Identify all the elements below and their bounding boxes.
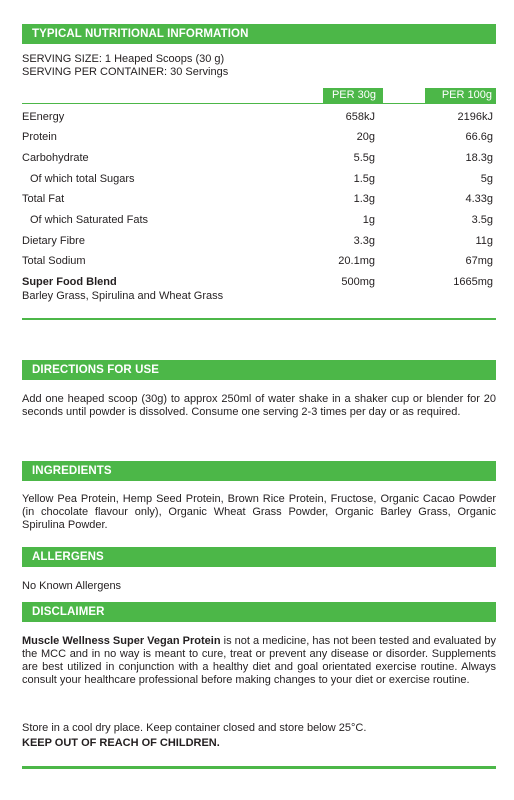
col-per30-header: PER 30g bbox=[323, 88, 383, 103]
allergens-header: ALLERGENS bbox=[22, 547, 496, 567]
row-per30: 20.1mg bbox=[338, 255, 375, 267]
superfood-per100: 1665mg bbox=[453, 276, 493, 288]
row-per100: 3.5g bbox=[471, 214, 493, 226]
table-row bbox=[22, 108, 496, 126]
superfood-title: Super Food Blend bbox=[22, 276, 117, 288]
col-per100-header: PER 100g bbox=[425, 88, 496, 103]
row-label: Carbohydrate bbox=[22, 152, 89, 164]
row-per100: 67mg bbox=[465, 255, 493, 267]
row-label: EEnergy bbox=[22, 111, 65, 123]
row-label: Dietary Fibre bbox=[22, 235, 85, 247]
product-name: Muscle Wellness Super Vegan Protein bbox=[22, 635, 221, 647]
table-row bbox=[22, 211, 496, 229]
row-per100: 11g bbox=[475, 235, 493, 247]
child-warning: KEEP OUT OF REACH OF CHILDREN. bbox=[22, 737, 220, 749]
row-per30: 1.3g bbox=[353, 193, 375, 205]
superfood-per30: 500mg bbox=[341, 276, 375, 288]
row-per30: 20g bbox=[356, 131, 375, 143]
table-row bbox=[22, 170, 496, 188]
row-label: Protein bbox=[22, 131, 57, 143]
superfood-description: Barley Grass, Spirulina and Wheat Grass bbox=[22, 290, 224, 302]
row-per30: 3.3g bbox=[353, 235, 375, 247]
directions-header: DIRECTIONS FOR USE bbox=[22, 360, 496, 380]
row-per30: 658kJ bbox=[345, 111, 375, 123]
table-row bbox=[22, 232, 496, 250]
table-row-superfood bbox=[22, 273, 496, 291]
nutrition-bottom-rule bbox=[22, 318, 496, 320]
disclaimer-text bbox=[22, 635, 496, 687]
nutrition-header: TYPICAL NUTRITIONAL INFORMATION bbox=[22, 24, 496, 44]
directions-text: Add one heaped scoop (30g) to approx 250ml of water shake in a shaker cup or blender for 20 seconds until powder is dissolved. Consume one serving 2-3 times per day or as required. bbox=[22, 393, 496, 418]
row-per100: 2196kJ bbox=[457, 111, 493, 123]
row-per100: 18.3g bbox=[465, 152, 493, 164]
ingredients-text: Yellow Pea Protein, Hemp Seed Protein, Brown Rice Protein, Fructose, Organic Cacao Powder (in chocolate flavour only), Organic Wheat Grass Powder, Organic Barley Grass, Organic Spirulina Powder. bbox=[22, 493, 496, 531]
row-label: Total Sodium bbox=[22, 255, 86, 267]
row-label: Of which Saturated Fats bbox=[30, 214, 148, 226]
table-row bbox=[22, 190, 496, 208]
allergens-text: No Known Allergens bbox=[22, 580, 122, 592]
row-per100: 5g bbox=[480, 173, 493, 185]
table-row bbox=[22, 252, 496, 270]
row-per100: 66.6g bbox=[465, 131, 493, 143]
row-per100: 4.33g bbox=[465, 193, 493, 205]
storage-instructions: Store in a cool dry place. Keep container closed and store below 25°C. bbox=[22, 722, 367, 734]
disclaimer-body: is not a medicine, has not been tested and evaluated by the MCC and in no way is meant to cure, treat or prevent any disease or disorder. Supplements are best utilized in conjunction with a healthy diet and goal orientated exercise routine. Always consult your healthcare professional before making changes to your diet or exercise routine. bbox=[22, 635, 496, 686]
table-row bbox=[22, 128, 496, 146]
row-per30: 1.5g bbox=[353, 173, 375, 185]
row-label: Total Fat bbox=[22, 193, 65, 205]
table-row bbox=[22, 149, 496, 167]
row-label: Of which total Sugars bbox=[30, 173, 135, 185]
serving-size: SERVING SIZE: 1 Heaped Scoops (30 g) bbox=[22, 53, 225, 65]
table-header-rule bbox=[22, 103, 496, 104]
row-per30: 1g bbox=[362, 214, 375, 226]
disclaimer-header: DISCLAIMER bbox=[22, 602, 496, 622]
footer-rule bbox=[22, 766, 496, 769]
ingredients-header: INGREDIENTS bbox=[22, 461, 496, 481]
servings-per-container: SERVING PER CONTAINER: 30 Servings bbox=[22, 66, 229, 78]
row-per30: 5.5g bbox=[353, 152, 375, 164]
